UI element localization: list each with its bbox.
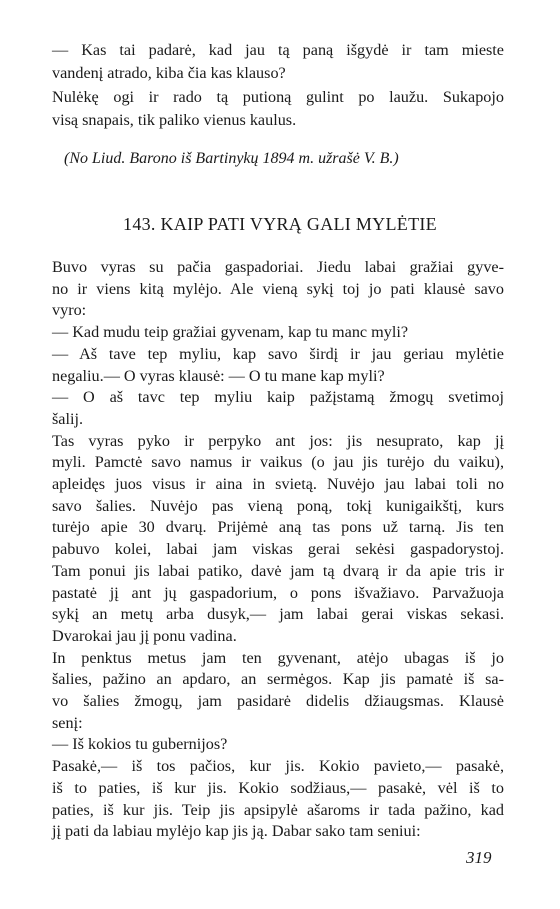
text-line: no ir viens kitą mylėjo. Ale vieną sykį toj jo pati klausė savo [52,279,504,298]
text-line: sykį an metų arba dusyk,— jam labai gerai viskas sekasi. [52,605,504,624]
text-line: visą snapais, tik paliko vienus kaulus. [52,110,297,129]
text-line: vandenį atrado, kiba čia kas klauso? [52,64,286,83]
text-line: — Kad mudu teip gražiai gyvenam, kap tu manc myli? [52,323,409,342]
text-line: senį: [52,713,83,732]
text-line: Tam ponui jis labai patiko, davė jam tą dvarą ir da apie tris ir [52,561,504,580]
text-line: savo šalies. Nuvėjo pas vieną poną, tokį kunigaikštį, kurs [52,496,504,515]
story-title: 143. KAIP PATI VYRĄ GALI MYLĖTIE [123,214,437,234]
text-line: negaliu.— O vyras klausė: — O tu mane kap myli? [52,366,385,385]
text-line: Buvo vyras su pačia gaspadoriai. Jiedu labai gražiai gyve- [52,258,504,276]
text-line: vo šalies žmogų, jam pasidarė didelis džiaugsmas. Klausė [52,692,504,710]
text-line: — O aš tavc tep myliu kaip pažįstamą žmogų svetimoj [52,388,504,407]
text-line: Tas vyras pyko ir perpyko ant jos: jis nesuprato, kap jį [52,431,504,450]
text-line: paties, iš kur jis. Teip jis apsipylė ašaroms ir tada pažino, kad [52,800,504,819]
text-line: — Kas tai padarė, kad jau tą paną išgydė ir tam mieste [52,41,504,59]
text-line: Pasakė,— iš tos pačios, kur jis. Kokio pavieto,— pasakė, [52,757,504,776]
text-line: Nulėkę ogi ir rado tą putioną gulint po laužu. Sukapojo [52,87,504,106]
page-number: 319 [466,848,492,867]
text-line: pastatė jį ant jų gaspadorium, o pons išvažiavo. Parvažuoja [52,583,504,602]
text-line: šalij. [52,409,84,428]
text-line: šalies, pažino an apdaro, an sermėgos. Kap jis pamatė iš sa- [52,670,504,689]
text-line: apleidęs juos visus ir aina in svietą. Nuvėjo jau labai toli no [52,475,504,493]
text-line: turėjo apie 30 dvarų. Prijėmė aną tas pons už tarną. Jis ten [52,518,504,537]
text-line: — Aš tave tep myliu, kap savo širdį ir jau geriau mylėtie [52,344,504,363]
text-line: myli. Pamctė savo namus ir vaikus (o jau jis turėjo du vaiku), [52,453,504,472]
text-line: vyro: [52,301,87,320]
text-line: — Iš kokios tu gubernijos? [52,735,228,754]
text-line: jį pati da labiau mylėjo kap jis ją. Dabar sako tam seniui: [52,822,421,841]
text-line: pabuvo kolei, labai jam viskas gerai sekėsi gaspadorystoj. [52,540,504,559]
source-note: (No Liud. Barono iš Bartinykų 1894 m. užrašė V. B.) [64,150,399,167]
text-line: In penktus metus jam ten gyvenant, atėjo ubagas iš jo [52,648,504,667]
text-line: Dvarokai jau jį ponu vadina. [52,626,237,645]
text-line: iš to paties, iš kur jis. Kokio sodžiaus,— pasakė, vėl iš to [52,778,504,797]
